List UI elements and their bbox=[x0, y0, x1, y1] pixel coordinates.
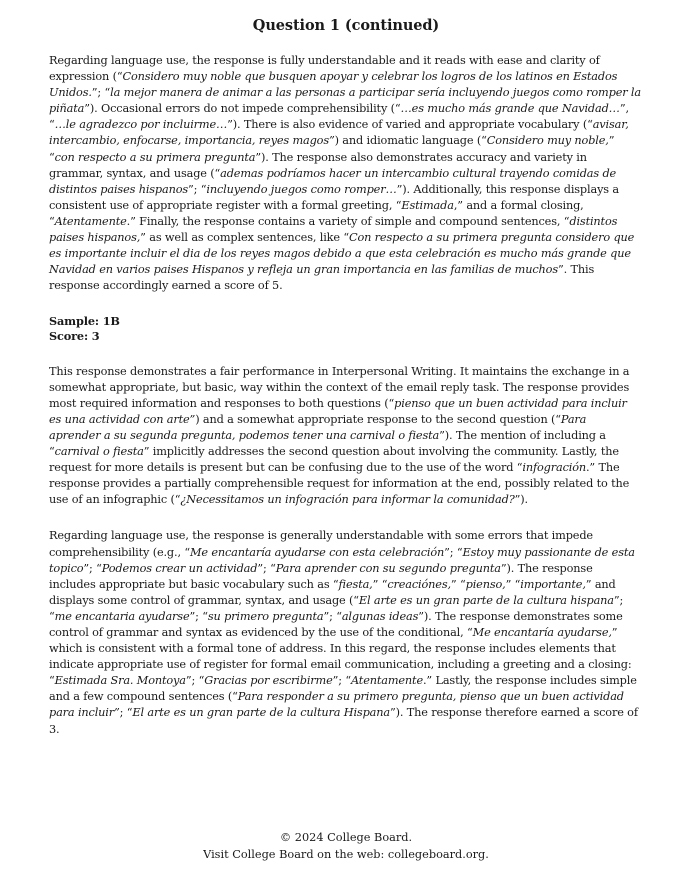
commentary-text: ” “ bbox=[450, 577, 466, 591]
commentary-text: ”; “ bbox=[257, 561, 276, 575]
commentary-text: .” Finally, the response contains a variety of simple and compound sentences, “ bbox=[126, 214, 570, 228]
commentary-text: ” which is consistent with a formal tone of address. In this regard, the response includes elements that indicate appropriate use of register for formal email communication, including a greeting and a closing: “ bbox=[49, 626, 632, 688]
commentary-text: ” implicitly addresses the second question about involving the community. Lastly, the request for more details is present but can be confusing due to the use of the word “ bbox=[49, 445, 619, 475]
commentary-text: ”; “ bbox=[91, 86, 111, 100]
website-notice: Visit College Board on the web: collegeboard.org. bbox=[203, 847, 489, 861]
quoted-spanish-text: Me encantaría ayudarse, bbox=[472, 626, 612, 639]
quoted-spanish-text: Estoy muy passionante de esta topico bbox=[49, 545, 635, 575]
score-label: Score: 3 bbox=[49, 329, 100, 343]
commentary-text: .” The response provides a partially comprehensible request for information at the end, possibly related to the use of an infographic (“ bbox=[49, 461, 630, 507]
commentary-text: ”, “ bbox=[49, 102, 629, 132]
commentary-text: ; “ bbox=[119, 706, 133, 720]
commentary-text: .” Lastly, the response includes simple and a few compound sentences (“ bbox=[49, 674, 637, 704]
quoted-spanish-text: Podemos crear un actividad bbox=[101, 561, 258, 575]
commentary-text: ”; “ bbox=[185, 674, 205, 688]
quoted-spanish-text: El arte es un gran parte de la cultura hispana bbox=[358, 593, 614, 607]
quoted-spanish-text: su primero pregunta bbox=[207, 609, 324, 623]
commentary-text: ”). There is also evidence of varied and appropriate vocabulary (“ bbox=[227, 118, 593, 132]
sample-header bbox=[49, 314, 641, 343]
quoted-spanish-text: Atentamente bbox=[54, 214, 127, 228]
commentary-text: ” “ bbox=[372, 577, 388, 591]
quoted-spanish-text: Para responder a su primero pregunta, pienso que un buen actividad para incluir” bbox=[49, 690, 624, 720]
paragraph-language-use-sample-1b bbox=[49, 528, 641, 737]
quoted-spanish-text: me encantaria ayudarse bbox=[54, 609, 190, 623]
quoted-spanish-text: pienso, bbox=[465, 577, 506, 591]
quoted-spanish-text: carnival o fiesta bbox=[54, 445, 144, 459]
commentary-text: ” “ bbox=[49, 134, 615, 164]
quoted-spanish-text: la mejor manera de animar a las personas a participar sería incluyendo juegos como romper la piñata bbox=[49, 86, 641, 116]
sample-label: Sample: 1B bbox=[49, 314, 120, 329]
copyright-notice: © 2024 College Board. bbox=[279, 831, 413, 844]
quoted-spanish-text: infogración bbox=[522, 461, 586, 475]
commentary-text: ”; “ bbox=[188, 182, 207, 196]
quoted-spanish-text: Considero muy noble que busquen apoyar y celebrar los logros de los latinos en Estados Unidos. bbox=[49, 70, 618, 100]
commentary-text: ”). The response demonstrates some control of grammar and syntax as evidenced by the use of the conditional, “ bbox=[49, 609, 623, 639]
quoted-spanish-text: …le agradezco por incluirme… bbox=[54, 118, 228, 132]
commentary-text: ”). The response therefore earned a score of 3. bbox=[49, 706, 638, 736]
quoted-spanish-text: Para aprender a su segunda pregunta, podemos tener una carnival o fiesta bbox=[49, 412, 587, 442]
commentary-text: ”). The mention of including a “ bbox=[49, 428, 606, 459]
commentary-text: ”). The response includes appropriate but basic vocabulary such as “ bbox=[49, 561, 593, 591]
quoted-spanish-text: fiesta, bbox=[338, 577, 373, 591]
quoted-spanish-text: creaciónes, bbox=[387, 577, 451, 591]
commentary-text: ”; “ bbox=[49, 593, 624, 623]
commentary-text: Regarding language use, the response is fully understandable and it reads with ease and clarity of expression (“ bbox=[49, 54, 600, 84]
commentary-text: ”). The response also demonstrates accuracy and variety in grammar, syntax, and usage (“ bbox=[49, 150, 587, 180]
commentary-text: ”; “ bbox=[323, 609, 342, 623]
quoted-spanish-text: Gracias por escribirme bbox=[204, 674, 333, 688]
quoted-spanish-text: distintos paises hispanos, bbox=[49, 214, 618, 245]
commentary-text: ”). Occasional errors do not impede comprehensibility (“ bbox=[84, 102, 401, 116]
document-body bbox=[49, 53, 641, 738]
commentary-text: ,” and a formal closing, “ bbox=[49, 198, 584, 228]
quoted-spanish-text: incluyendo juegos como romper… bbox=[206, 182, 397, 196]
quoted-spanish-text: El arte es un gran parte de la cultura Hispana bbox=[132, 706, 390, 720]
quoted-spanish-text: Con respecto a su primera pregunta considero que es importante incluir el dia de los reyes magos debido a que esta celebración es mucho más grande que Navidad en varios paises Hispanos y refleja un gran importancia en las familias de muchos bbox=[49, 231, 635, 277]
quoted-spanish-text: Estimada bbox=[401, 198, 454, 212]
quoted-spanish-text: algunas ideas bbox=[341, 609, 419, 623]
quoted-spanish-text: Me encantaría ayudarse con esta celebración bbox=[189, 545, 445, 559]
commentary-text: ”; “ bbox=[332, 674, 351, 688]
quoted-spanish-text: ¿Necessitamos un infogración para informar la comunidad? bbox=[180, 493, 515, 507]
quoted-spanish-text: Considero muy noble, bbox=[486, 134, 609, 148]
page-title: Question 1 (continued) bbox=[252, 17, 440, 34]
commentary-text: This response demonstrates a fair performance in Interpersonal Writing. It maintains the exchange in a somewhat appropriate, but basic, way within the context of the email reply task. The response provides most required information and responses to both questions (“ bbox=[49, 364, 630, 410]
paragraph-language-use-sample-1a bbox=[49, 53, 641, 294]
quoted-spanish-text: avisar, intercambio, enfocarse, importancia, reyes magos” bbox=[49, 118, 629, 148]
commentary-text: ”; “ bbox=[444, 545, 463, 559]
commentary-text: ”; “ bbox=[83, 561, 102, 575]
quoted-spanish-text: pienso que un buen actividad para incluir es una actividad con arte” bbox=[49, 396, 627, 426]
quoted-spanish-text: importante, bbox=[520, 577, 586, 591]
commentary-text: ” and displays some control of grammar, syntax, and usage (“ bbox=[49, 577, 616, 607]
commentary-text: ”. This response accordingly earned a score of 5. bbox=[49, 263, 595, 293]
commentary-text: ” “ bbox=[505, 577, 521, 591]
quoted-spanish-text: con respecto a su primera pregunta bbox=[54, 150, 256, 164]
quoted-spanish-text: Estimada Sra. Montoya bbox=[54, 674, 186, 688]
quoted-spanish-text: ademas podríamos hacer un intercambio cultural trayendo comidas de distintos paises hispanos bbox=[49, 166, 617, 196]
commentary-text: Regarding language use, the response is generally understandable with some errors that impede comprehensibility (e.g., “ bbox=[49, 529, 593, 559]
quoted-spanish-text: Atentamente bbox=[351, 674, 423, 688]
quoted-spanish-text: …es mucho más grande que Navidad… bbox=[400, 102, 620, 116]
page-footer bbox=[0, 830, 692, 863]
commentary-text: ” as well as complex sentences, like “ bbox=[140, 231, 349, 245]
commentary-text: ”). bbox=[514, 493, 528, 507]
paragraph-interpersonal-writing-sample-1b bbox=[49, 364, 641, 509]
commentary-text: ”; “ bbox=[189, 609, 208, 623]
commentary-text: ) and idiomatic language (“ bbox=[334, 134, 487, 148]
commentary-text: ) and a somewhat appropriate response to the second question (“ bbox=[195, 412, 561, 426]
quoted-spanish-text: Para aprender con su segundo pregunta bbox=[275, 561, 501, 575]
commentary-text: ”). Additionally, this response displays a consistent use of appropriate register with a formal greeting, “ bbox=[49, 182, 619, 212]
